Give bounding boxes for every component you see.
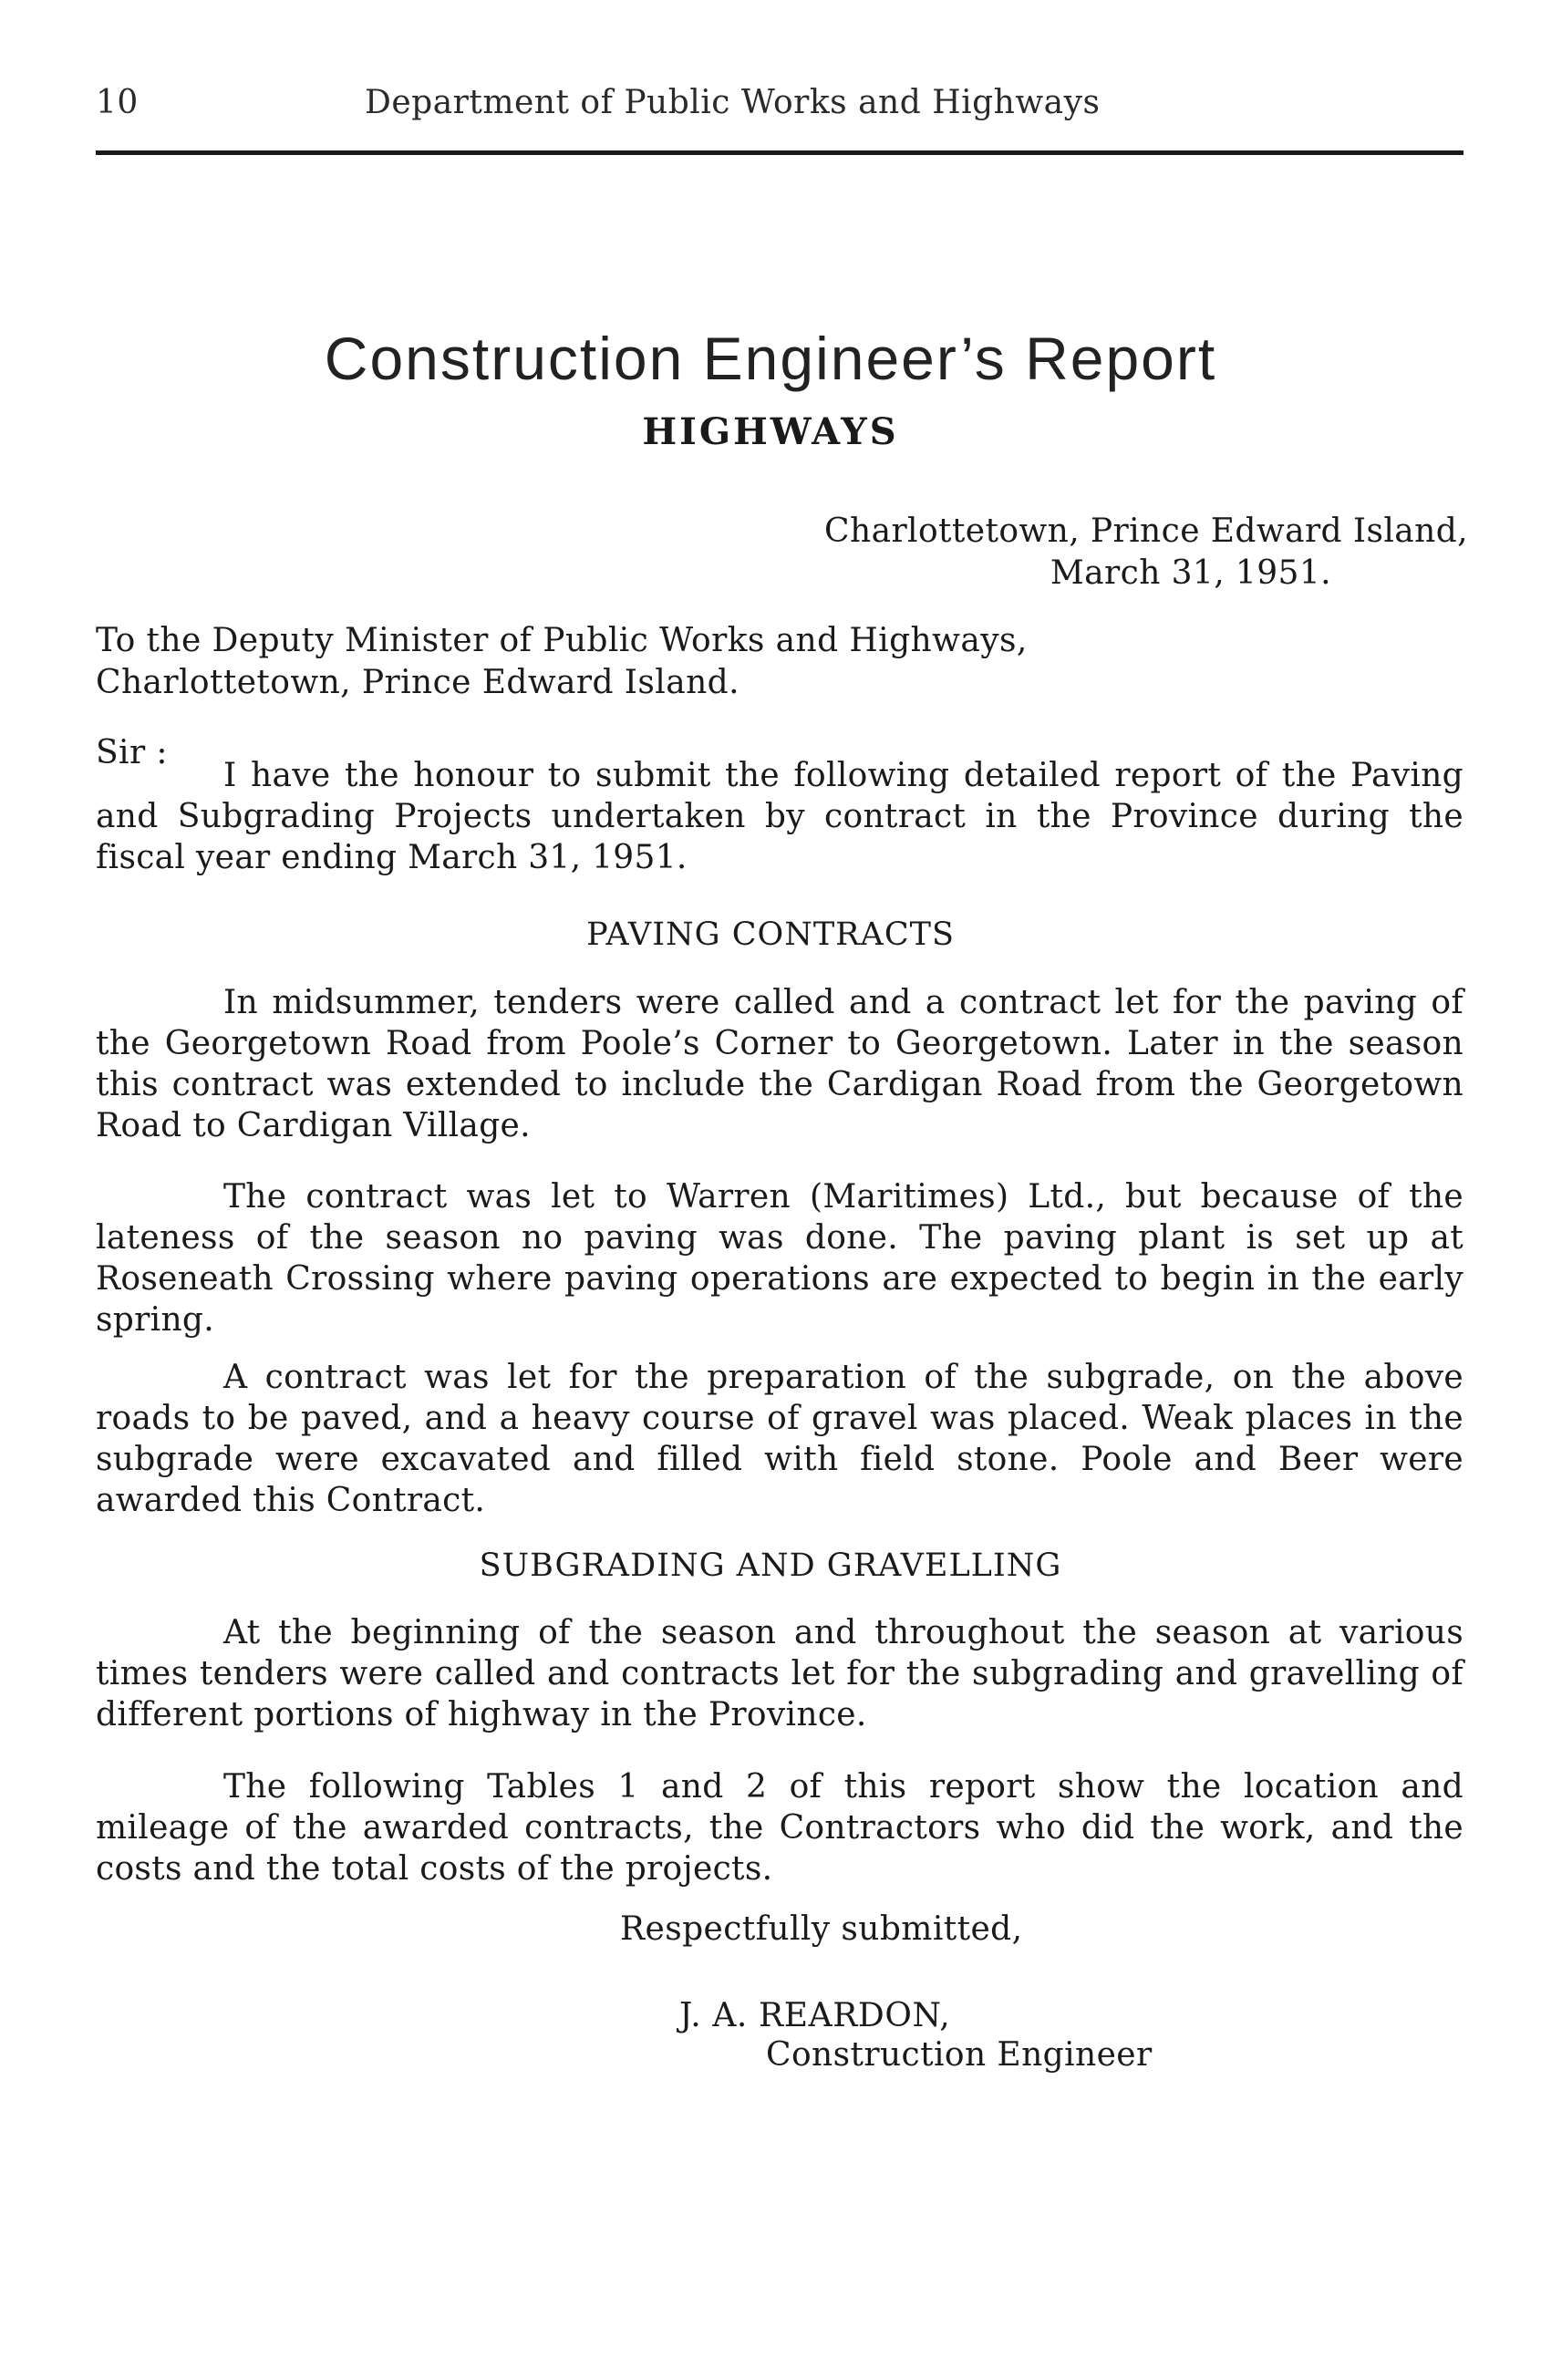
department-name: Department of Public Works and Highways	[365, 84, 1101, 121]
salutation: Sir :	[96, 734, 168, 771]
subgrading-paragraph-1: At the beginning of the season and throughout the season at various times tenders were called and contracts let for the subgrading and gravelling of different portions of highway in the Province.	[96, 1614, 1463, 1733]
report-title: Construction Engineer’s Report	[324, 325, 1217, 392]
paving-contracts-heading: PAVING CONTRACTS	[586, 916, 955, 953]
running-header	[96, 84, 1463, 139]
paving-paragraph-3: A contract was let for the preparation of the subgrade, on the above roads to be paved, and a heavy course of gravel was placed. Weak places in the subgrade were excavated and filled with field stone. Poole and Beer were awarded this Contract.	[96, 1359, 1463, 1519]
report-subtitle: HIGHWAYS	[642, 410, 899, 453]
addressee-line-2: Charlottetown, Prince Edward Island.	[96, 664, 739, 701]
subgrading-gravelling-heading: SUBGRADING AND GRAVELLING	[479, 1547, 1062, 1584]
intro-paragraph: I have the honour to submit the following detailed report of the Paving and Subgrading Projects undertaken by contract in the Province during the fiscal year ending March 31, 1951.	[96, 757, 1463, 876]
header-rule	[96, 150, 1463, 155]
signer-title: Construction Engineer	[766, 2036, 1153, 2074]
page-number: 10	[96, 84, 139, 121]
subgrading-paragraph-2: The following Tables 1 and 2 of this report show the location and mileage of the awarded contracts, the Contractors who did the work, and the costs and the total costs of the projects.	[96, 1768, 1463, 1888]
signer-name: J. A. REARDON,	[679, 1997, 951, 2034]
dateline-date: March 31, 1951.	[1050, 554, 1331, 592]
dateline-place: Charlottetown, Prince Edward Island,	[824, 512, 1468, 550]
dateline	[739, 511, 1468, 595]
addressee-block	[96, 620, 1372, 704]
paving-paragraph-1: In midsummer, tenders were called and a contract let for the paving of the Georgetown Road from Poole’s Corner to Georgetown. Later in the season this contract was extended to include the Cardigan Road from the Georgetown Road to Cardigan Village.	[96, 984, 1463, 1144]
closing-phrase: Respectfully submitted,	[620, 1910, 1023, 1948]
addressee-line-1: To the Deputy Minister of Public Works and Highways,	[96, 622, 1028, 659]
paving-paragraph-2: The contract was let to Warren (Maritimes) Ltd., but because of the lateness of the season no paving was done. The paving plant is set up at Roseneath Crossing where paving operations are expected to begin in the early spring.	[96, 1178, 1463, 1339]
